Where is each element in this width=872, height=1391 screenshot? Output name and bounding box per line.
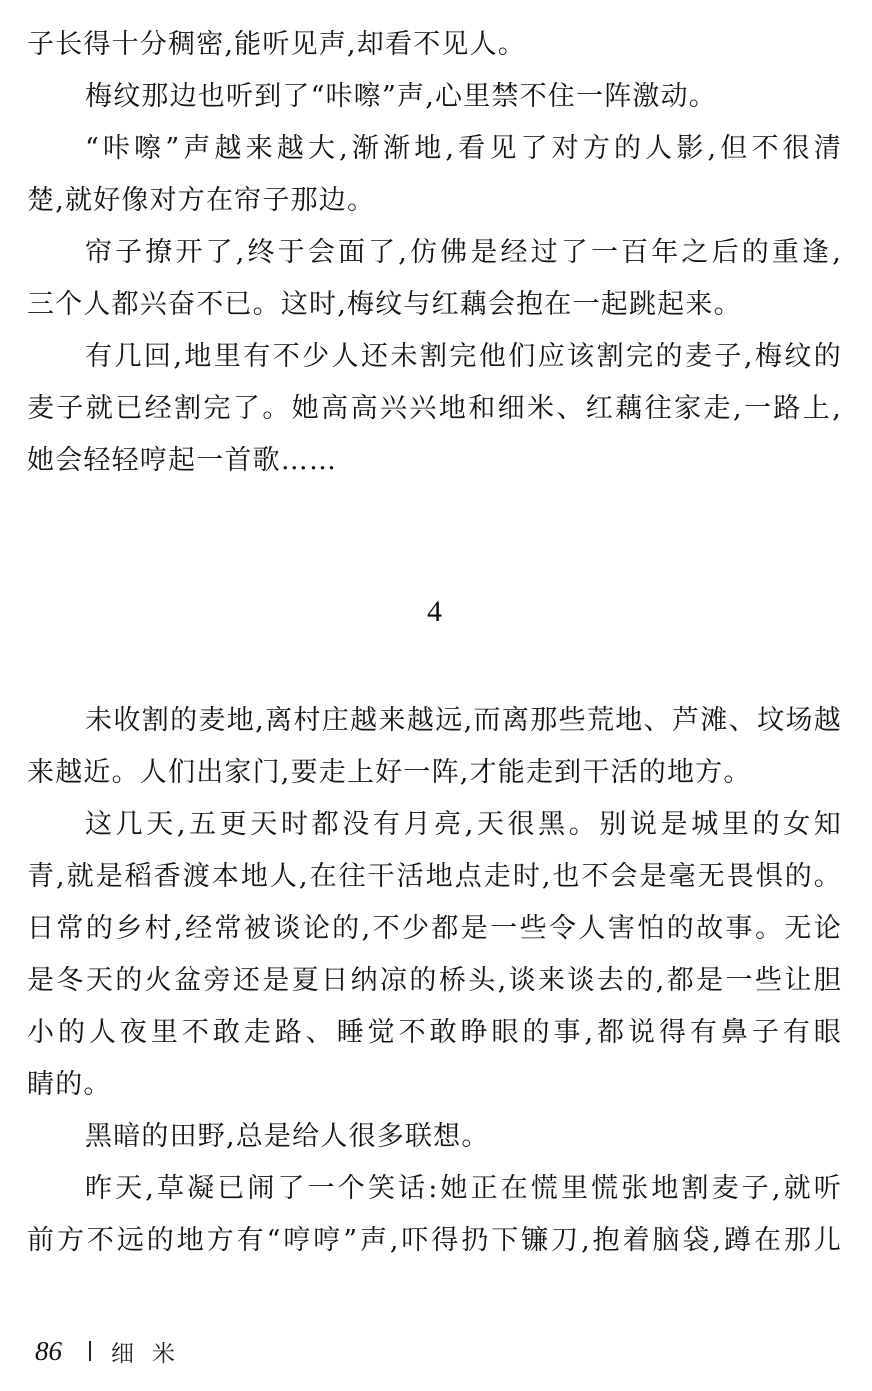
section-number: 4 — [427, 595, 442, 628]
text-line: 梅纹那边也听到了“咔嚓”声,心里禁不住一阵激动。 — [85, 81, 717, 112]
text-line: 三个人都兴奋不已。这时,梅纹与红藕会抱在一起跳起来。 — [27, 289, 742, 320]
text-line: 黑暗的田野,总是给人很多联想。 — [85, 1121, 490, 1152]
text-line: 这几天,五更天时都没有月亮,天很黑。别说是城里的女知 — [85, 809, 842, 840]
text-line: 她会轻轻哼起一首歌…… — [27, 445, 338, 476]
text-line: “咔嚓”声越来越大,渐渐地,看见了对方的人影,但不很清 — [85, 133, 842, 164]
text-line: 有几回,地里有不少人还未割完他们应该割完的麦子,梅纹的 — [85, 341, 842, 372]
text-line: 来越近。人们出家门,要走上好一阵,才能走到干活的地方。 — [27, 757, 752, 788]
page-footer — [35, 1331, 193, 1371]
text-line: 未收割的麦地,离村庄越来越远,而离那些荒地、芦滩、坟场越 — [85, 705, 842, 736]
book-title: 细米 — [111, 1340, 193, 1367]
text-line: 帘子撩开了,终于会面了,仿佛是经过了一百年之后的重逢, — [85, 237, 842, 268]
text-line: 子长得十分稠密,能听见声,却看不见人。 — [27, 29, 526, 60]
page-number: 86 — [35, 1335, 62, 1366]
text-line: 楚,就好像对方在帘子那边。 — [27, 185, 376, 216]
text-line: 睛的。 — [27, 1069, 112, 1100]
text-line: 小的人夜里不敢走路、睡觉不敢睁眼的事,都说得有鼻子有眼 — [27, 1017, 842, 1048]
text-line: 青,就是稻香渡本地人,在往干活地点走时,也不会是毫无畏惧的。 — [27, 861, 842, 892]
text-line: 前方不远的地方有“哼哼”声,吓得扔下镰刀,抱着脑袋,蹲在那儿 — [27, 1225, 842, 1256]
text-line: 是冬天的火盆旁还是夏日纳凉的桥头,谈来谈去的,都是一些让胆 — [27, 965, 842, 996]
text-line: 昨天,草凝已闹了一个笑话:她正在慌里慌张地割麦子,就听 — [85, 1173, 842, 1204]
text-line: 麦子就已经割完了。她高高兴兴地和细米、红藕往家走,一路上, — [27, 393, 842, 424]
text-line: 日常的乡村,经常被谈论的,不少都是一些令人害怕的故事。无论 — [27, 913, 842, 944]
footer-divider — [89, 1341, 91, 1361]
